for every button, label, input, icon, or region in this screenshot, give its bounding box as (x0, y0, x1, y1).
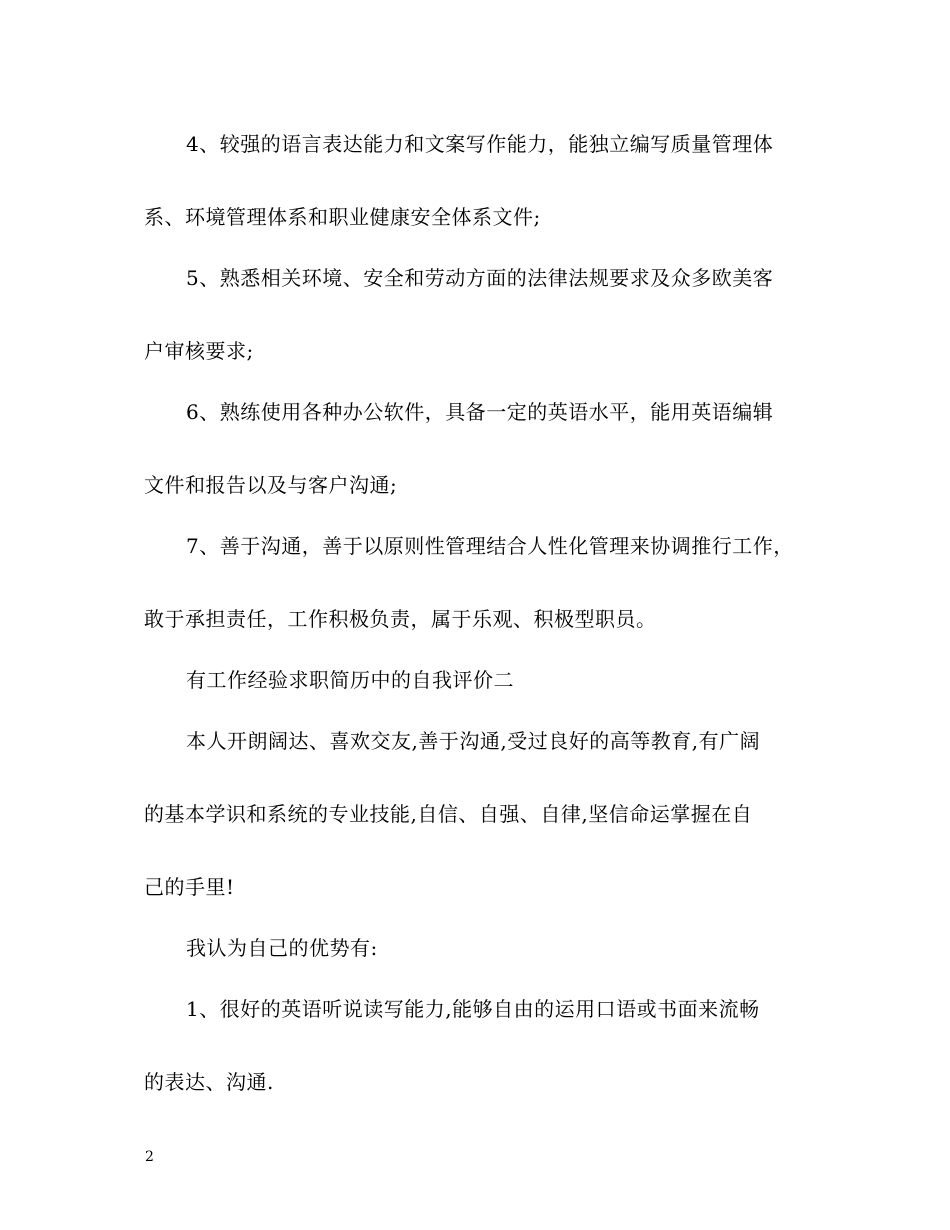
paragraph-line: 我认为自己的优势有: (186, 936, 378, 960)
paragraph-line: 的基本学识和系统的专业技能,自信、自强、自律,坚信命运掌握在自 (144, 802, 753, 826)
paragraph-line: 户审核要求; (144, 339, 254, 363)
paragraph-line: 4、较强的语言表达能力和文案写作能力，能独立编写质量管理体 (186, 132, 774, 156)
paragraph-line: 系、环境管理体系和职业健康安全体系文件; (144, 205, 541, 229)
section-heading: 有工作经验求职简历中的自我评价二 (186, 668, 514, 692)
paragraph-line: 己的手里! (144, 875, 235, 899)
paragraph-line: 敢于承担责任，工作积极负责，属于乐观、积极型职员。 (144, 607, 657, 631)
paragraph-line: 的表达、沟通. (144, 1070, 274, 1094)
paragraph-line: 6、熟练使用各种办公软件，具备一定的英语水平，能用英语编辑 (186, 400, 774, 424)
paragraph-line: 1、很好的英语听说读写能力,能够自由的运用口语或书面来流畅 (186, 997, 760, 1021)
paragraph-line: 本人开朗阔达、喜欢交友,善于沟通,受过良好的高等教育,有广阔 (186, 729, 761, 753)
paragraph-line: 文件和报告以及与客户沟通; (144, 473, 398, 497)
page-number: 2 (145, 1149, 154, 1165)
paragraph-line: 5、熟悉相关环境、安全和劳动方面的法律法规要求及众多欧美客 (186, 266, 774, 290)
paragraph-line: 7、善于沟通，善于以原则性管理结合人性化管理来协调推行工作， (186, 534, 794, 558)
